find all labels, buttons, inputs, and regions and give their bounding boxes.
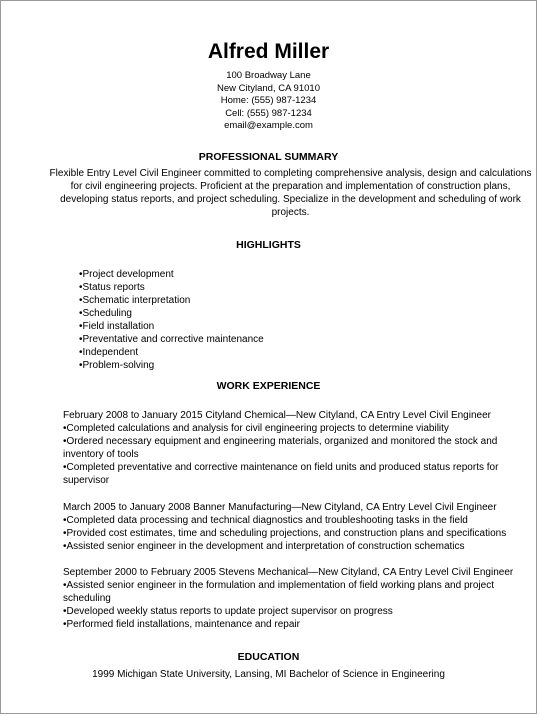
- job-header: September 2000 to February 2005 Stevens Mechanical—New Cityland, CA Entry Level Civil Engineer: [63, 567, 514, 578]
- experience-heading: WORK EXPERIENCE: [216, 380, 321, 392]
- job-bullet: •Developed weekly status reports to update project supervisor on progress: [63, 606, 393, 617]
- highlight-item: •Field installation: [79, 321, 155, 332]
- summary-heading: PROFESSIONAL SUMMARY: [198, 151, 339, 163]
- highlights-heading: HIGHLIGHTS: [236, 239, 301, 251]
- candidate-name: Alfred Miller: [207, 40, 330, 63]
- job-header: February 2008 to January 2015 Cityland Chemical—New Cityland, CA Entry Level Civil Engineer: [63, 410, 491, 421]
- job-bullet: •Provided cost estimates, time and scheduling projections, and construction plans and specifications: [63, 528, 507, 539]
- highlight-item: •Problem-solving: [79, 360, 155, 371]
- job-bullet: •Completed data processing and technical diagnostics and troubleshooting tasks in the field: [63, 515, 468, 526]
- highlight-item: •Scheduling: [79, 308, 132, 319]
- contact-block: [1, 70, 536, 133]
- highlight-item: •Independent: [79, 347, 139, 358]
- job-entry-1: [63, 409, 534, 487]
- job-header: March 2005 to January 2008 Banner Manufacturing—New Cityland, CA Entry Level Civil Engineer: [63, 502, 497, 513]
- job-bullet: •Ordered necessary equipment and engineering materials, organized and monitored the stock and inventory of tools: [63, 436, 498, 460]
- address-line-1: 100 Broadway Lane: [226, 70, 311, 81]
- highlight-item: •Schematic interpretation: [79, 295, 191, 306]
- highlight-item: •Status reports: [79, 282, 145, 293]
- highlights-list: [79, 268, 264, 372]
- cell-phone: Cell: (555) 987-1234: [225, 107, 312, 119]
- summary-text: Flexible Entry Level Civil Engineer committed to completing comprehensive analysis, design and calculations for civil engineering projects. Proficient at the preparation and implementation of construction plans, developing status reports, and project scheduling. Specialize in the development and scheduling of work projects.: [49, 168, 532, 218]
- job-bullet: •Performed field installations, maintenance and repair: [63, 619, 300, 630]
- job-bullet: •Completed calculations and analysis for civil engineering projects to determine viability: [63, 423, 449, 434]
- address-line-2: New Cityland, CA 91010: [217, 82, 320, 94]
- highlight-item: •Preventative and corrective maintenance: [79, 334, 264, 345]
- job-entry-3: [63, 566, 534, 631]
- email-address: email@example.com: [224, 120, 313, 131]
- job-bullet: •Assisted senior engineer in the formulation and implementation of field working plans and project scheduling: [63, 580, 494, 604]
- highlight-item: •Project development: [79, 269, 174, 280]
- job-bullet: •Completed preventative and corrective maintenance on field units and produced status reports for supervisor: [63, 462, 499, 486]
- education-text: 1999 Michigan State University, Lansing, MI Bachelor of Science in Engineering: [92, 669, 445, 680]
- education-heading: EDUCATION: [237, 651, 300, 663]
- job-entry-2: [63, 501, 534, 553]
- job-bullet: •Assisted senior engineer in the development and interpretation of construction schematics: [63, 541, 465, 552]
- home-phone: Home: (555) 987-1234: [220, 95, 317, 106]
